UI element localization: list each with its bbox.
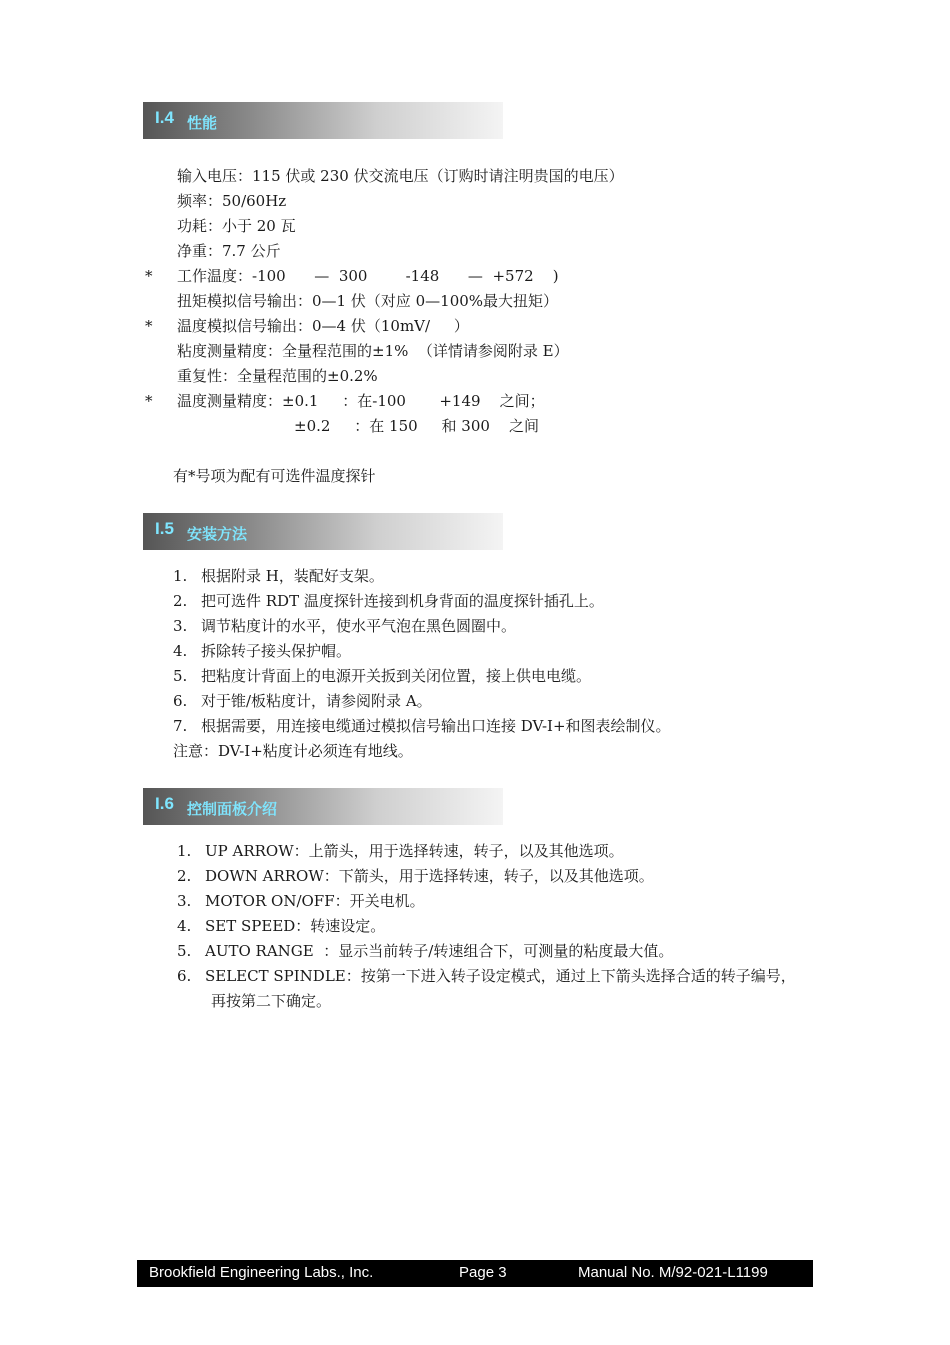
section-number: I.5 [155,519,174,538]
ground-note: 注意：DV-I+粘度计必须连有地线。 [173,742,413,760]
list-item: 拆除转子接头保护帽。 [201,642,352,660]
footer-manual-number: Manual No. M/92-021-L1199 [578,1264,768,1281]
list-number: 4. [173,642,188,660]
list-number: 2. [177,867,192,885]
list-item: DOWN ARROW：下箭头，用于选择转速，转子，以及其他选项。 [205,867,654,885]
section-title: 性能 [187,114,218,132]
list-number: 3. [177,892,192,910]
spec-power: 功耗：小于 20 瓦 [177,217,296,235]
section-header-i4 [143,102,503,139]
section-header-i6 [143,788,503,825]
list-number: 2. [173,592,188,610]
spec-voltage: 输入电压：115 伏或 230 伏交流电压（订购时请注明贵国的电压） [177,167,624,185]
spec-weight: 净重：7.7 公斤 [177,242,281,260]
spec-repeatability: 重复性：全量程范围的±0.2% [177,367,378,385]
list-item: AUTO RANGE ：显示当前转子/转速组合下，可测量的粘度最大值。 [205,942,674,960]
optional-marker: * [145,392,153,410]
list-number: 5. [177,942,192,960]
list-item: SET SPEED：转速设定。 [205,917,386,935]
list-item: 根据需要，用连接电缆通过模拟信号输出口连接 DV-I+和图表绘制仪。 [201,717,671,735]
section-title: 控制面板介绍 [187,800,278,818]
list-item: 根据附录 H，装配好支架。 [201,567,384,585]
list-number: 1. [177,842,192,860]
spec-temp-accuracy-2: ±0.2 ：在 150 和 300 之间 [294,417,539,435]
list-item: 调节粘度计的水平，使水平气泡在黑色圆圈中。 [201,617,517,635]
list-item: UP ARROW：上箭头，用于选择转速，转子，以及其他选项。 [205,842,624,860]
spec-torque-output: 扭矩模拟信号输出：0—1 伏（对应 0—100%最大扭矩） [177,292,559,310]
optional-marker: * [145,317,153,335]
spec-operating-temp: 工作温度：-100 — 300 -148 — +572 ) [177,267,559,285]
list-number: 5. [173,667,188,685]
list-number: 3. [173,617,188,635]
list-item: SELECT SPINDLE：按第一下进入转子设定模式，通过上下箭头选择合适的转子编号， [205,967,796,985]
optional-note: 有*号项为配有可选件温度探针 [173,467,376,485]
spec-temp-accuracy: 温度测量精度：±0.1 ：在-100 +149 之间； [177,392,545,410]
list-item-continuation: 再按第二下确定。 [211,992,332,1010]
footer-company: Brookfield Engineering Labs., Inc. [149,1264,374,1281]
list-number: 4. [177,917,192,935]
list-number: 6. [177,967,192,985]
section-number: I.6 [155,794,174,813]
list-number: 6. [173,692,188,710]
list-item: MOTOR ON/OFF：开关电机。 [205,892,425,910]
optional-marker: * [145,267,153,285]
footer-page-number: Page 3 [459,1264,507,1281]
section-title: 安装方法 [187,525,248,543]
spec-frequency: 频率：50/60Hz [177,192,287,210]
list-number: 1. [173,567,188,585]
section-number: I.4 [155,108,174,127]
page-footer [137,1260,813,1287]
spec-viscosity-accuracy: 粘度测量精度：全量程范围的±1% （详情请参阅附录 E） [177,342,569,360]
list-item: 把可选件 RDT 温度探针连接到机身背面的温度探针插孔上。 [201,592,604,610]
list-item: 把粘度计背面上的电源开关扳到关闭位置，接上供电电缆。 [201,667,592,685]
section-header-i5 [143,513,503,550]
list-item: 对于锥/板粘度计，请参阅附录 A。 [201,692,432,710]
list-number: 7. [173,717,188,735]
spec-temp-output: 温度模拟信号输出：0—4 伏（10mV/ ） [177,317,469,335]
